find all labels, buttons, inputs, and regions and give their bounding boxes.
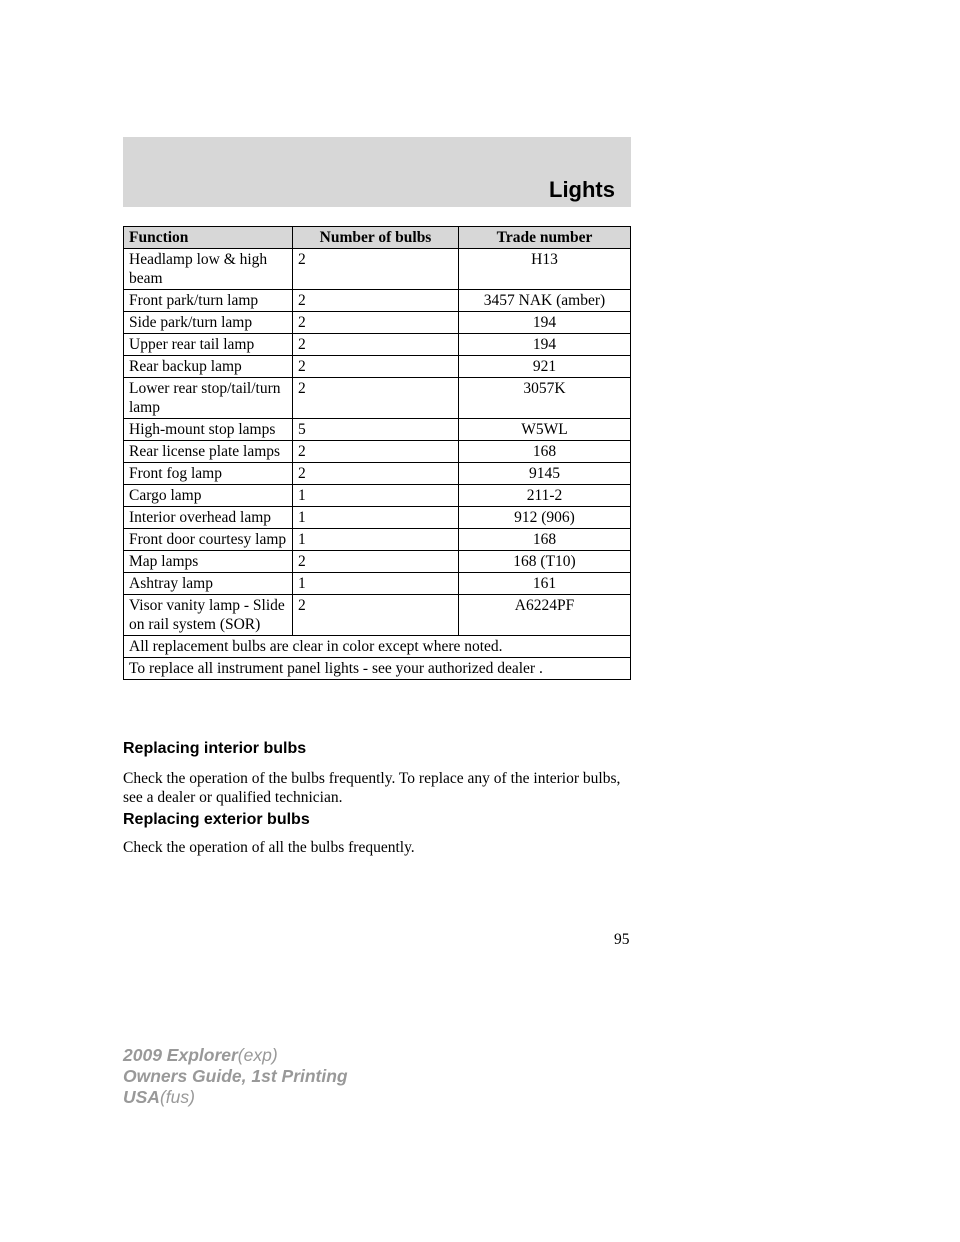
table-note-instrument-panel: To replace all instrument panel lights - see your authorized dealer . <box>124 658 631 680</box>
cell-trade: 9145 <box>459 463 631 485</box>
paragraph-interior-bulbs: Check the operation of the bulbs frequently. To replace any of the interior bulbs, see a dealer or qualified technician. <box>123 770 621 806</box>
cell-bulbs: 2 <box>293 249 459 290</box>
cell-bulbs: 2 <box>293 290 459 312</box>
table-row <box>124 356 631 378</box>
column-header-number-of-bulbs: Number of bulbs <box>293 227 459 249</box>
cell-trade: 168 <box>459 441 631 463</box>
section-header-band <box>123 137 631 207</box>
column-header-trade-number: Trade number <box>459 227 631 249</box>
footer-market: USA <box>123 1087 160 1107</box>
footer-model-code: (exp) <box>237 1045 278 1065</box>
cell-trade: 3057K <box>459 378 631 419</box>
page-number: 95 <box>614 931 630 948</box>
footer-print-info <box>123 1045 348 1108</box>
cell-bulbs: 2 <box>293 356 459 378</box>
cell-trade: 194 <box>459 334 631 356</box>
cell-bulbs: 1 <box>293 507 459 529</box>
heading-replacing-exterior-bulbs: Replacing exterior bulbs <box>123 811 310 828</box>
cell-function: Front door courtesy lamp <box>124 529 293 551</box>
cell-trade: 194 <box>459 312 631 334</box>
cell-trade: 168 <box>459 529 631 551</box>
bulb-specification-table <box>123 226 631 680</box>
table-note-row <box>124 636 631 658</box>
cell-function: Rear license plate lamps <box>124 441 293 463</box>
cell-function: Map lamps <box>124 551 293 573</box>
cell-bulbs: 2 <box>293 334 459 356</box>
footer-market-code: (fus) <box>159 1087 195 1107</box>
cell-bulbs: 2 <box>293 441 459 463</box>
cell-function: Front fog lamp <box>124 463 293 485</box>
footer-guide: Owners Guide, 1st Printing <box>123 1066 348 1086</box>
cell-bulbs: 5 <box>293 419 459 441</box>
cell-function: Side park/turn lamp <box>124 312 293 334</box>
table-row <box>124 507 631 529</box>
table-row <box>124 529 631 551</box>
table-row <box>124 312 631 334</box>
cell-trade: W5WL <box>459 419 631 441</box>
table-row <box>124 573 631 595</box>
table-row <box>124 419 631 441</box>
cell-trade: A6224PF <box>459 595 631 636</box>
table-row <box>124 249 631 290</box>
cell-bulbs: 1 <box>293 485 459 507</box>
cell-trade: 921 <box>459 356 631 378</box>
cell-bulbs: 1 <box>293 529 459 551</box>
table-row <box>124 441 631 463</box>
cell-bulbs: 1 <box>293 573 459 595</box>
cell-function: Interior overhead lamp <box>124 507 293 529</box>
table-row <box>124 551 631 573</box>
cell-function: Front park/turn lamp <box>124 290 293 312</box>
table-header-row <box>124 227 631 249</box>
heading-replacing-interior-bulbs: Replacing interior bulbs <box>123 740 307 757</box>
footer-line-market <box>123 1087 348 1108</box>
cell-bulbs: 2 <box>293 312 459 334</box>
cell-function: Cargo lamp <box>124 485 293 507</box>
cell-function: Ashtray lamp <box>124 573 293 595</box>
cell-function: Visor vanity lamp - Slide on rail system (SOR) <box>124 595 293 636</box>
table-note-row <box>124 658 631 680</box>
cell-function: High-mount stop lamps <box>124 419 293 441</box>
cell-trade: 161 <box>459 573 631 595</box>
cell-function: Rear backup lamp <box>124 356 293 378</box>
cell-bulbs: 2 <box>293 595 459 636</box>
cell-bulbs: 2 <box>293 378 459 419</box>
cell-function: Upper rear tail lamp <box>124 334 293 356</box>
table-row <box>124 290 631 312</box>
column-header-function: Function <box>124 227 293 249</box>
table-row <box>124 485 631 507</box>
cell-bulbs: 2 <box>293 551 459 573</box>
cell-function: Lower rear stop/tail/turn lamp <box>124 378 293 419</box>
footer-model: 2009 Explorer <box>123 1045 238 1065</box>
table-row <box>124 463 631 485</box>
footer-line-model <box>123 1045 348 1066</box>
cell-trade: 3457 NAK (amber) <box>459 290 631 312</box>
section-title: Lights <box>549 177 615 202</box>
cell-function: Headlamp low & high beam <box>124 249 293 290</box>
table-row <box>124 378 631 419</box>
cell-trade: 168 (T10) <box>459 551 631 573</box>
cell-trade: H13 <box>459 249 631 290</box>
cell-bulbs: 2 <box>293 463 459 485</box>
table-row <box>124 595 631 636</box>
paragraph-exterior-bulbs: Check the operation of all the bulbs frequently. <box>123 839 415 856</box>
table-row <box>124 334 631 356</box>
cell-trade: 912 (906) <box>459 507 631 529</box>
cell-trade: 211-2 <box>459 485 631 507</box>
table-note-clear-bulbs: All replacement bulbs are clear in color except where noted. <box>124 636 631 658</box>
